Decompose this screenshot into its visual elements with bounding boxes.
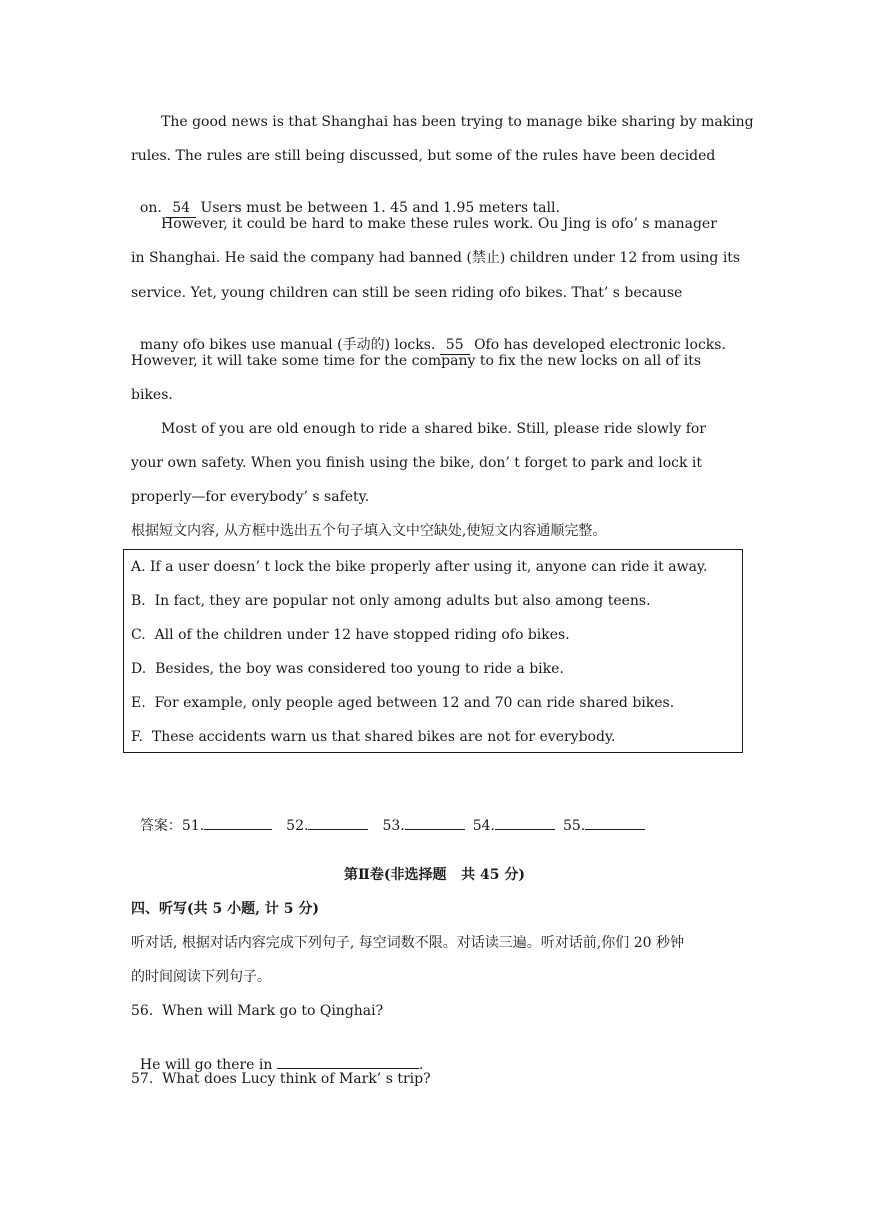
option-e: E. For example, only people aged between 12 and 70 can ride shared bikes. bbox=[131, 695, 675, 711]
passage-text: many ofo bikes use manual (手动的) locks. bbox=[139, 337, 440, 353]
answer-number: 51. bbox=[181, 818, 205, 834]
section-instruction: 的时间阅读下列句子。 bbox=[131, 969, 271, 985]
answer-blank-54[interactable] bbox=[495, 815, 555, 830]
passage-line: properly—for everybody’ s safety. bbox=[131, 489, 370, 505]
answer-row bbox=[131, 797, 659, 835]
section-instruction: 听对话, 根据对话内容完成下列句子, 每空词数不限。对话读三遍。听对话前,你们 20 秒钟 bbox=[131, 935, 684, 951]
passage-line: service. Yet, young children can still be seen riding ofo bikes. That’ s because bbox=[131, 285, 683, 301]
answer-number: 53. bbox=[382, 818, 405, 834]
answer-number: 54. bbox=[472, 818, 495, 834]
passage-line: bikes. bbox=[131, 387, 173, 403]
section-title: 第Ⅱ卷(非选择题 共 45 分) bbox=[344, 867, 525, 883]
question-56: 56. When will Mark go to Qinghai? bbox=[131, 1003, 384, 1019]
blank-54: 54 bbox=[166, 199, 196, 218]
passage-text: Users must be between 1. 45 and 1.95 meters tall. bbox=[196, 200, 560, 216]
answer-blank-53[interactable] bbox=[405, 815, 465, 830]
passage-line: However, it could be hard to make these rules work. Ou Jing is ofo’ s manager bbox=[161, 216, 717, 232]
answer-blank-56[interactable] bbox=[277, 1054, 419, 1069]
passage-line: The good news is that Shanghai has been trying to manage bike sharing by making bbox=[161, 114, 754, 130]
option-a: A. If a user doesn’ t lock the bike properly after using it, anyone can ride it away. bbox=[131, 559, 708, 575]
passage-line bbox=[131, 181, 560, 218]
answer-number: 55. bbox=[562, 818, 586, 834]
answer-number: 52. bbox=[286, 818, 309, 834]
passage-text: Ofo has developed electronic locks. bbox=[469, 337, 726, 353]
answer-blank-55[interactable] bbox=[585, 815, 645, 830]
passage-line: your own safety. When you finish using the bike, don’ t forget to park and lock it bbox=[131, 455, 702, 471]
passage-line: in Shanghai. He said the company had banned (禁止) children under 12 from using its bbox=[131, 250, 741, 266]
passage-text: on. bbox=[139, 200, 167, 216]
answer-blank-51[interactable] bbox=[204, 815, 272, 830]
answer-label: 答案： bbox=[139, 818, 182, 834]
options-box bbox=[123, 549, 743, 753]
passage-line: Most of you are old enough to ride a shared bike. Still, please ride slowly for bbox=[161, 421, 706, 437]
answer-line-56 bbox=[131, 1036, 423, 1074]
question-57: 57. What does Lucy think of Mark’ s trip? bbox=[131, 1071, 431, 1087]
part-title: 四、听写(共 5 小题, 计 5 分) bbox=[131, 901, 319, 917]
passage-line: However, it will take some time for the company to fix the new locks on all of its bbox=[131, 353, 702, 369]
answer-period: . bbox=[418, 1057, 424, 1073]
answer-prompt: He will go there in bbox=[139, 1057, 277, 1073]
passage-line: rules. The rules are still being discussed, but some of the rules have been decided bbox=[131, 148, 716, 164]
instruction-text: 根据短文内容, 从方框中选出五个句子填入文中空缺处,使短文内容通顺完整。 bbox=[131, 523, 607, 539]
option-d: D. Besides, the boy was considered too young to ride a bike. bbox=[131, 661, 564, 677]
option-b: B. In fact, they are popular not only among adults but also among teens. bbox=[131, 593, 651, 609]
option-c: C. All of the children under 12 have stopped riding ofo bikes. bbox=[131, 627, 570, 643]
answer-blank-52[interactable] bbox=[308, 815, 368, 830]
passage-line bbox=[131, 318, 726, 355]
blank-55: 55 bbox=[440, 336, 470, 355]
option-f: F. These accidents warn us that shared bikes are not for everybody. bbox=[131, 729, 616, 745]
